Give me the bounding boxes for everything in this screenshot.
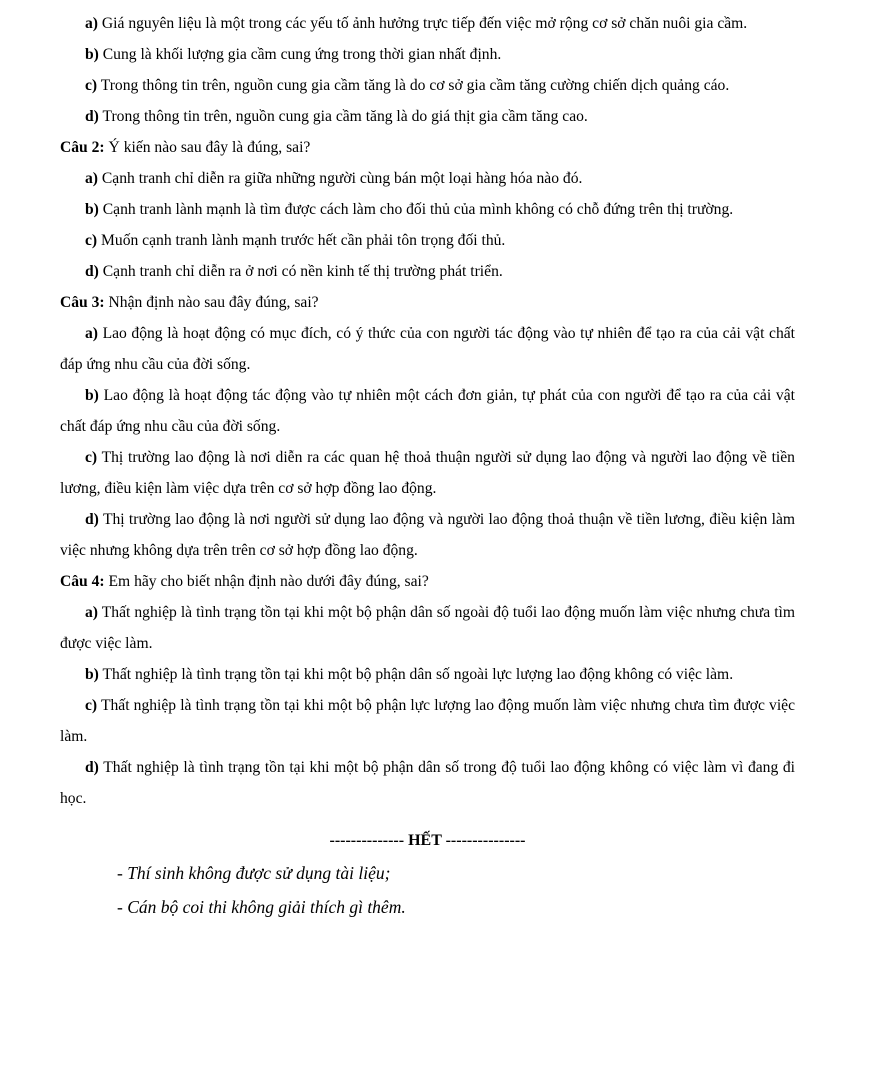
q2-option-b [60, 194, 795, 225]
option-text: Thất nghiệp là tình trạng tồn tại khi một bộ phận dân số ngoài lực lượng lao động không có việc làm. [102, 666, 734, 683]
question-prompt: Em hãy cho biết nhận định nào dưới đây đúng, sai? [108, 573, 429, 590]
option-text: Cung là khối lượng gia cầm cung ứng trong thời gian nhất định. [102, 46, 502, 63]
option-text: Giá nguyên liệu là một trong các yếu tố ảnh hưởng trực tiếp đến việc mở rộng cơ sở chăn nuôi gia cầm. [101, 15, 748, 32]
q3-option-c [60, 442, 795, 504]
note-no-materials: - Thí sinh không được sử dụng tài liệu; [117, 863, 391, 883]
option-text: Lao động là hoạt động tác động vào tự nhiên một cách đơn giản, tự phát của con người để tạo ra của cải vật chất đáp ứng nhu cầu của đời sống. [60, 387, 795, 435]
option-text: Thất nghiệp là tình trạng tồn tại khi một bộ phận dân số ngoài độ tuổi lao động muốn làm việc nhưng chưa tìm được việc làm. [60, 604, 795, 652]
question-prompt: Nhận định nào sau đây đúng, sai? [108, 294, 319, 311]
q1-option-c [60, 70, 795, 101]
q2-option-c [60, 225, 795, 256]
option-text: Muốn cạnh tranh lành mạnh trước hết cần phải tôn trọng đối thủ. [101, 232, 506, 249]
option-label: b) [85, 387, 99, 404]
option-label: d) [85, 263, 99, 280]
q3-option-b [60, 380, 795, 442]
option-text: Cạnh tranh chỉ diễn ra giữa những người cùng bán một loại hàng hóa nào đó. [101, 170, 583, 187]
option-label: a) [85, 325, 98, 342]
option-label: c) [85, 77, 98, 94]
question-label: Câu 2: [60, 139, 105, 156]
end-marker: -------------- HẾT --------------- [329, 832, 526, 849]
option-label: b) [85, 666, 99, 683]
q3-heading [60, 287, 795, 318]
option-text: Cạnh tranh chỉ diễn ra ở nơi có nền kinh tế thị trường phát triển. [102, 263, 503, 280]
option-text: Thất nghiệp là tình trạng tồn tại khi một bộ phận dân số trong độ tuổi lao động không có việc làm vì đang đi học. [60, 759, 795, 807]
q3-option-a [60, 318, 795, 380]
q4-heading [60, 566, 795, 597]
option-label: b) [85, 201, 99, 218]
option-label: a) [85, 604, 98, 621]
q2-option-d [60, 256, 795, 287]
option-text: Thị trường lao động là nơi diễn ra các quan hệ thoả thuận người sử dụng lao động và người lao động về tiền lương, điều kiện làm việc dựa trên cơ sở hợp đồng lao động. [60, 449, 795, 497]
question-label: Câu 3: [60, 294, 105, 311]
option-label: d) [85, 759, 99, 776]
q4-option-c [60, 690, 795, 752]
option-text: Thất nghiệp là tình trạng tồn tại khi một bộ phận lực lượng lao động muốn làm việc nhưng chưa tìm được việc làm. [60, 697, 795, 745]
q1-option-b [60, 39, 795, 70]
option-text: Thị trường lao động là nơi người sử dụng lao động và người lao động thoả thuận về tiền lương, điều kiện làm việc nhưng không dựa trên trên cơ sở hợp đồng lao động. [60, 511, 795, 559]
question-label: Câu 4: [60, 573, 105, 590]
q4-option-d [60, 752, 795, 814]
q1-option-d [60, 101, 795, 132]
option-label: c) [85, 697, 98, 714]
exam-page [60, 8, 795, 923]
q4-option-b [60, 659, 795, 690]
option-text: Trong thông tin trên, nguồn cung gia cầm tăng là do cơ sở gia cầm tăng cường chiến dịch quảng cáo. [100, 77, 730, 94]
question-prompt: Ý kiến nào sau đây là đúng, sai? [108, 139, 311, 156]
option-text: Trong thông tin trên, nguồn cung gia cầm tăng là do giá thịt gia cầm tăng cao. [102, 108, 588, 125]
q3-option-d [60, 504, 795, 566]
q2-heading [60, 132, 795, 163]
option-label: d) [85, 511, 99, 528]
option-label: c) [85, 449, 98, 466]
q2-option-a [60, 163, 795, 194]
option-label: a) [85, 15, 98, 32]
option-text: Lao động là hoạt động có mục đích, có ý thức của con người tác động vào tự nhiên để tạo ra của cải vật chất đáp ứng nhu cầu của đời sống. [60, 325, 795, 373]
option-label: c) [85, 232, 98, 249]
option-label: a) [85, 170, 98, 187]
option-label: d) [85, 108, 99, 125]
q4-option-a [60, 597, 795, 659]
option-text: Cạnh tranh lành mạnh là tìm được cách làm cho đối thủ của mình không có chỗ đứng trên thị trường. [102, 201, 734, 218]
option-label: b) [85, 46, 99, 63]
q1-option-a [60, 8, 795, 39]
note-no-explanation: - Cán bộ coi thi không giải thích gì thêm. [117, 897, 406, 917]
